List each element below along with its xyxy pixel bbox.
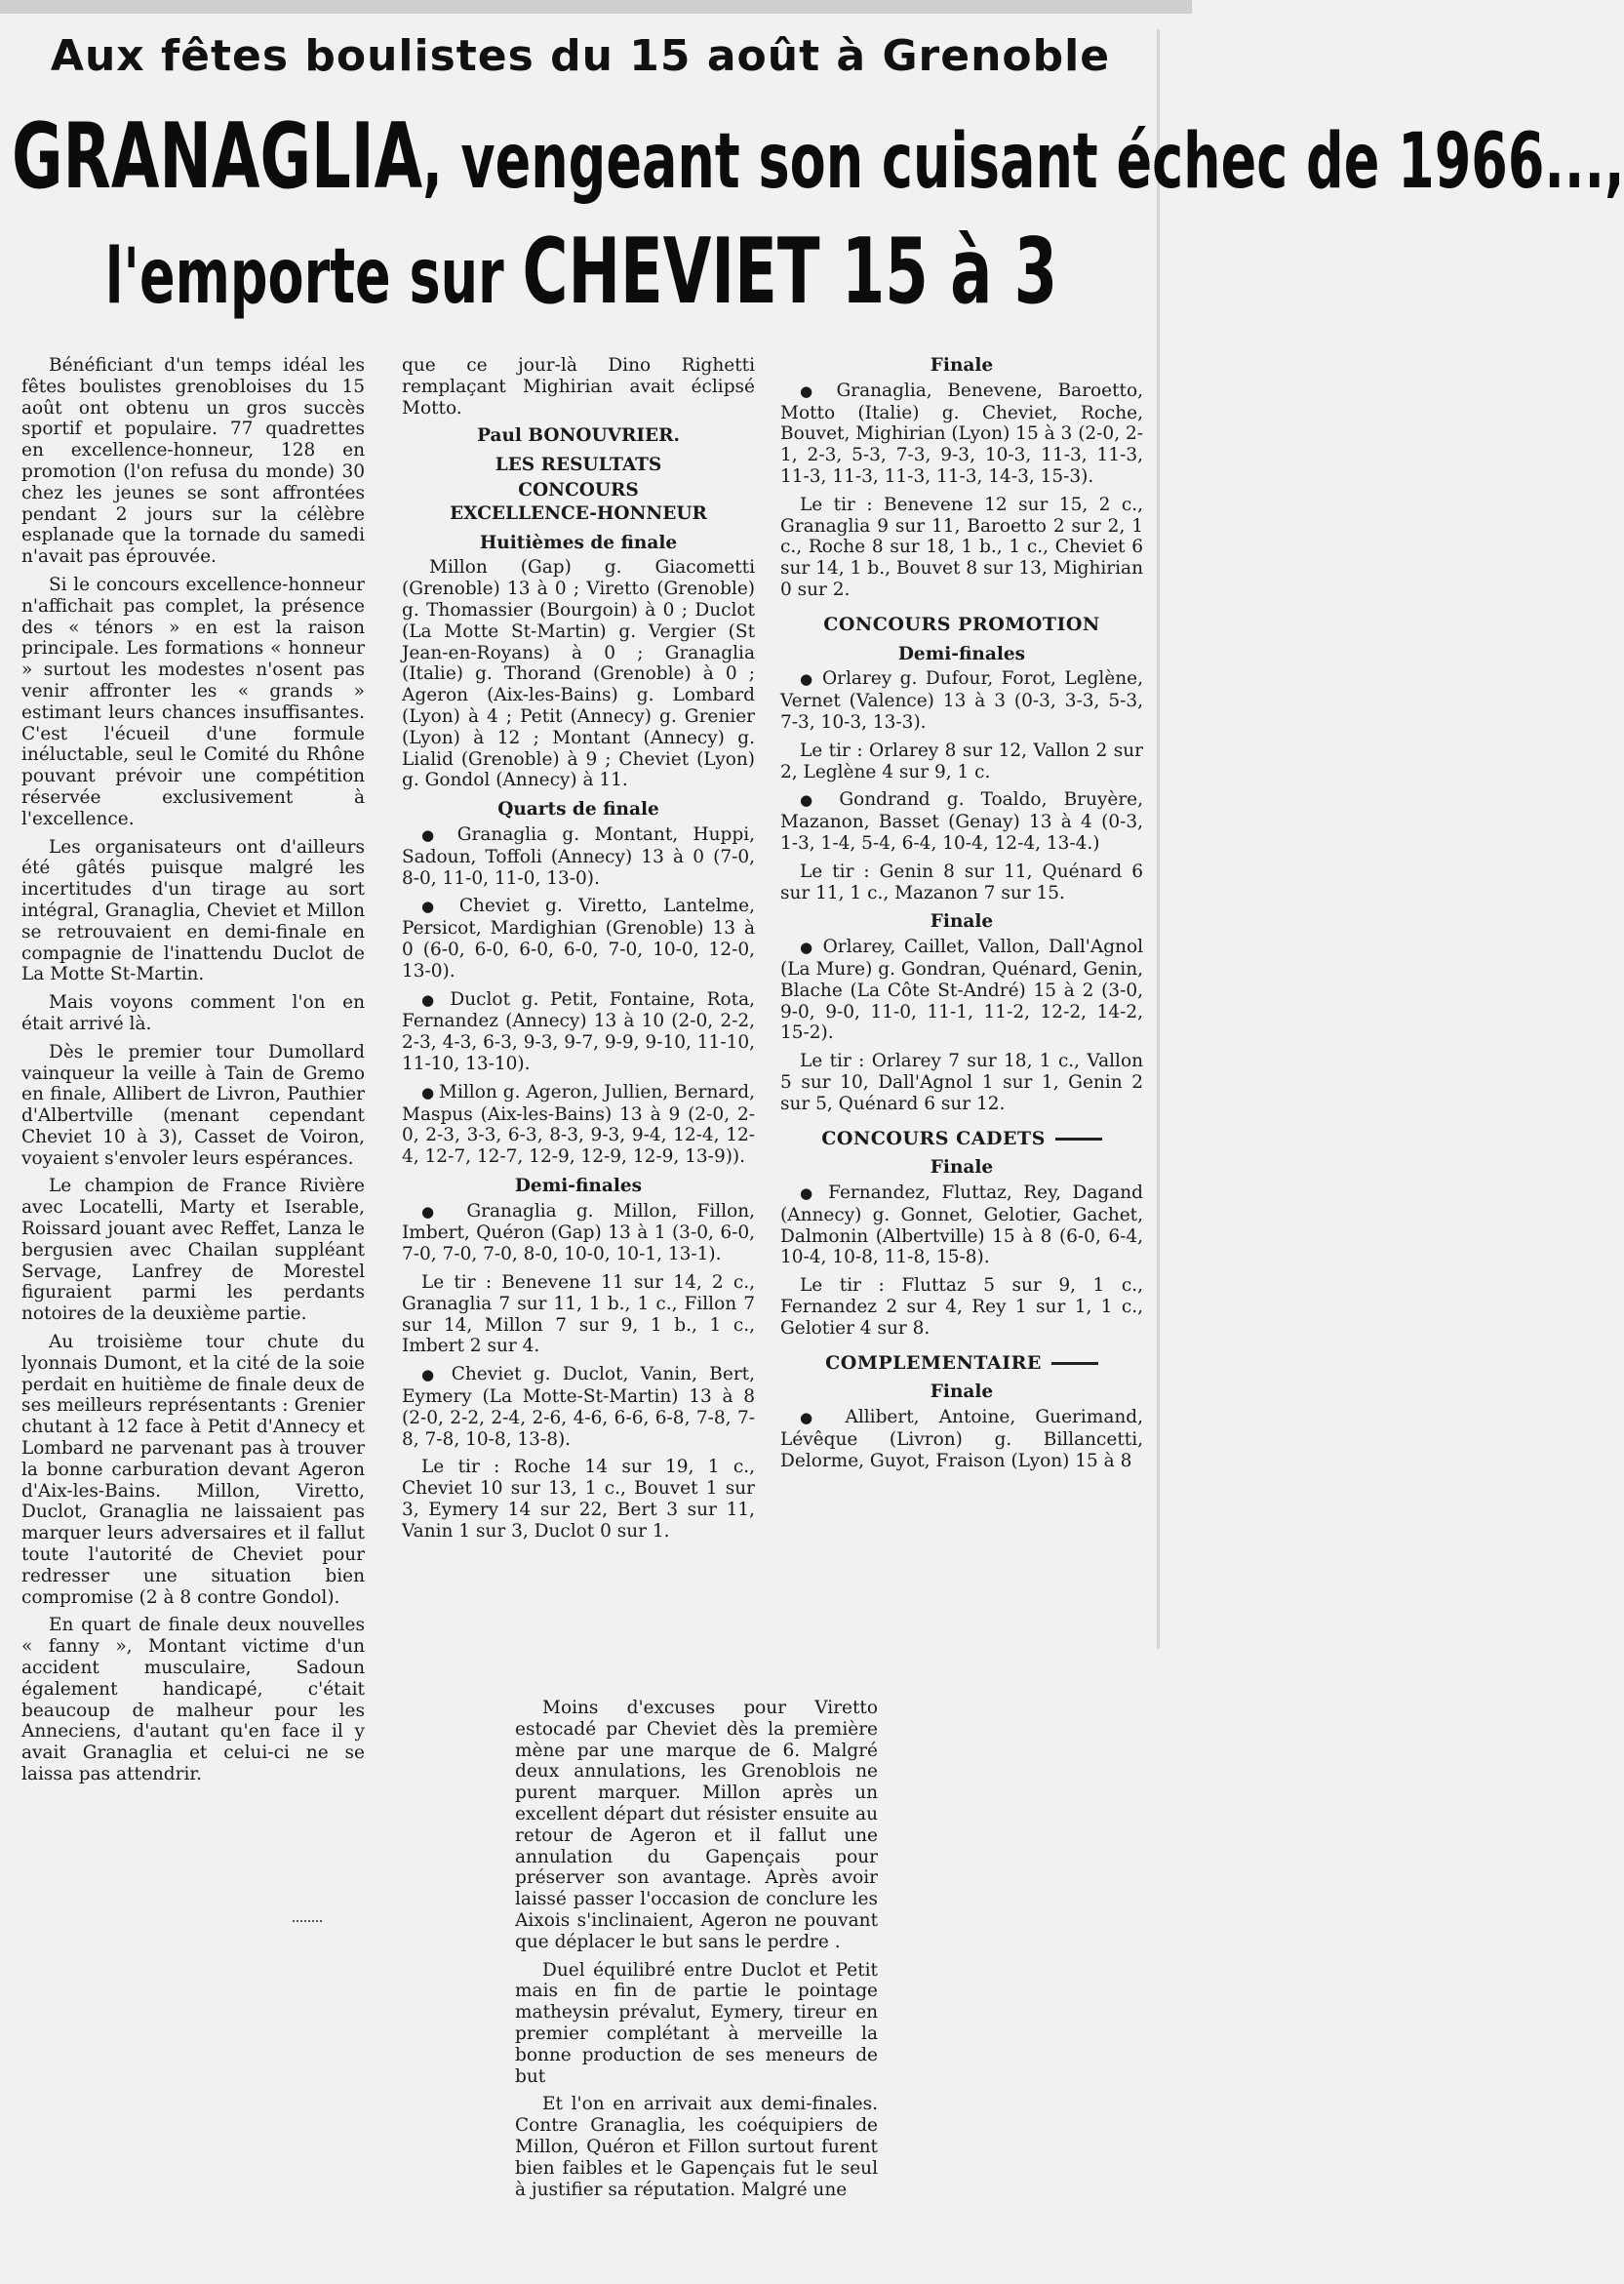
round-heading: Demi-finales <box>514 1175 643 1196</box>
bullet-icon: ● <box>800 1184 829 1203</box>
article-column-4 <box>515 1698 878 2283</box>
main-headline <box>12 104 1624 211</box>
paragraph: Duel équilibré entre Duclot et Petit mais en fin de partie le pointage matheysin prévalut, Eymery, tireur en premier complétant à merveille la bonne production de ses meneurs de but <box>515 1959 878 2087</box>
result-text: ● Allibert, Antoine, Guerimand, Lévêque (Livron) g. Billancetti, Delorme, Guyot, Fraison (Lyon) 15 à 8 <box>780 1407 1143 1471</box>
round-heading: Finale <box>930 1157 994 1179</box>
section-heading: CONCOURS <box>518 479 639 501</box>
result-text: ● Cheviet g. Duclot, Vanin, Bert, Eymery (La Motte-St-Martin) 13 à 8 (2-0, 2-2, 2-4, 2-6, 4-6, 6-6, 6-8, 7-8, 7-8, 7-8, 10-8, 13-8). <box>402 1364 755 1450</box>
paragraph: Au troisième tour chute du lyonnais Dumont, et la cité de la soie perdait en huitième de finale deux de ses meilleurs représentants : Grenier chutant à 12 face à Petit d'Annecy et Lombard ne parvenant pas à trouver la bonne carburation devant Ageron d'Aix-les-Bains. Millon, Viretto, Duclot, Granaglia ne laissaient pas marquer leurs adversaires et il fallut toute l'autorité de Cheviet pour redresser une situation bien compromise (2 à 8 contre Gondol). <box>21 1332 365 1608</box>
headline-cheviet: CHEVIET 15 à 3 <box>522 220 1058 326</box>
article-column-1 <box>21 355 365 1926</box>
bullet-icon: ● <box>800 670 822 689</box>
paragraph: Si le concours excellence-honneur n'affichait pas complet, la présence des « ténors » en est la raison principale. Les formations « honneur » surtout les modestes n'osent pas venir affronter les « grands » estimant leurs chances insuffisantes. C'est l'écueil d'une formule inéluctable, seul le Comité du Rhône pouvant prévoir une compétition réservée exclusivement à l'excellence. <box>21 574 365 829</box>
bullet-icon: ● <box>800 1409 846 1427</box>
column-edge <box>1157 29 1160 1649</box>
shooting-stats: Le tir : Genin 8 sur 11, Quénard 6 sur 11, 1 c., Mazanon 7 sur 15. <box>780 861 1143 903</box>
paragraph: Dès le premier tour Dumollard vainqueur la veille à Tain de Gremo en finale, Allibert de Livron, Pauthier d'Albertville (menant cependant Cheviet 10 à 3), Casset de Voiron, voyaient s'envoler leurs espérances. <box>21 1041 365 1169</box>
result-text: ● Orlarey g. Dufour, Forot, Leglène, Vernet (Valence) 13 à 3 (0-3, 3-3, 5-3, 7-3, 10-3, 13-3). <box>780 668 1143 733</box>
bullet-icon: ● <box>421 990 451 1009</box>
paragraph: que ce jour-là Dino Righetti remplaçant Mighirian avait éclipsé Motto. <box>402 355 755 419</box>
top-edge <box>0 0 1192 14</box>
result-text: ● Granaglia, Benevene, Baroetto, Motto (Italie) g. Cheviet, Roche, Bouvet, Mighirian (Lyon) 15 à 3 (2-0, 2-1, 2-3, 5-3, 7-3, 9-3, 10-3, 11-3, 11-3, 11-3, 11-3, 11-3, 11-3, 14-3, 15-3). <box>780 380 1144 487</box>
section-heading: COMPLEMENTAIRE <box>780 1353 1143 1375</box>
print-mark <box>293 1920 322 1925</box>
shooting-stats: Le tir : Orlarey 8 sur 12, Vallon 2 sur 2, Leglène 4 sur 9, 1 c. <box>780 740 1143 782</box>
section-heading: EXCELLENCE-HONNEUR <box>450 502 707 524</box>
result-text: ● Orlarey, Caillet, Vallon, Dall'Agnol (La Mure) g. Gondran, Quénard, Genin, Blache (La Côte St-André) 15 à 2 (3-0, 9-0, 9-0, 11-0, 11-1, 11-2, 12-2, 14-2, 15-2). <box>780 937 1144 1044</box>
sub-headline <box>12 220 1151 326</box>
bullet-icon: ● <box>421 1366 452 1384</box>
bullet-icon: ● <box>800 791 840 810</box>
headline-emporte: l'emporte sur <box>104 231 504 321</box>
bullet-icon: ● <box>800 381 837 400</box>
shooting-stats: Le tir : Benevene 11 sur 14, 2 c., Granaglia 7 sur 11, 1 b., 1 c., Fillon 7 sur 14, Millon 7 sur 9, 1 b., 1 c., Imbert 2 sur 4. <box>402 1272 755 1357</box>
kicker-headline: Aux fêtes boulistes du 15 août à Grenoble <box>50 31 1111 81</box>
result-text: ● Granaglia g. Montant, Huppi, Sadoun, Toffoli (Annecy) 13 à 0 (7-0, 8-0, 11-0, 11-0, 13-0). <box>402 823 756 889</box>
paragraph: En quart de finale deux nouvelles « fanny », Montant victime d'un accident musculaire, Sadoun également handicapé, c'était beaucoup de malheur pour les Anneciens, d'autant qu'en face il y avait Granaglia et celui-ci ne se laissa pas attendrir. <box>21 1615 365 1784</box>
section-heading: CONCOURS CADETS <box>780 1129 1143 1150</box>
paragraph: Bénéficiant d'un temps idéal les fêtes boulistes grenobloises du 15 août ont obtenu un gros succès sportif et populaire. 77 quadrettes en excellence-honneur, 128 en promotion (l'on refusa du monde) 30 chez les jeunes se sont affrontées pendant 2 jours sur la célèbre esplanade que la tornade du samedi n'avait pas éprouvée. <box>21 355 365 568</box>
shooting-stats: Le tir : Roche 14 sur 19, 1 c., Cheviet 10 sur 13, 1 c., Bouvet 1 sur 3, Eymery 14 sur 22, Bert 3 sur 11, Vanin 1 sur 3, Duclot 0 sur 1. <box>402 1457 755 1542</box>
paragraph: Le champion de France Rivière avec Locatelli, Marty et Iserable, Roissard jouant avec Reffet, Lanza le bergusien avec Chailan suppléant Servage, Lanfrey de Morestel figuraient parmi les perdants notoires de la deuxième partie. <box>21 1176 365 1325</box>
shooting-stats: Le tir : Benevene 12 sur 15, 2 c., Granaglia 9 sur 11, Baroetto 2 sur 2, 1 c., Roche 8 sur 18, 1 b., 1 c., Cheviet 6 sur 14, 1 b., Bouvet 8 sur 13, Mighirian 0 sur 2. <box>780 494 1143 600</box>
round-heading: Demi-finales <box>897 643 1026 664</box>
result-text: ● Granaglia g. Millon, Fillon, Imbert, Quéron (Gap) 13 à 1 (3-0, 6-0, 7-0, 7-0, 7-0, 8-0, 10-0, 10-1, 13-1). <box>402 1200 755 1265</box>
bullet-icon: ● <box>800 939 823 957</box>
headline-rest: , vengeant son cuisant échec de 1966..., <box>422 116 1624 206</box>
section-heading: CONCOURS PROMOTION <box>823 613 1100 635</box>
headline-granaglia: GRANAGLIA <box>12 104 423 211</box>
bullet-icon: ● <box>421 1083 440 1102</box>
shooting-stats: Le tir : Fluttaz 5 sur 9, 1 c., Fernandez 2 sur 4, Rey 1 sur 1, 1 c., Gelotier 4 sur 8. <box>780 1275 1143 1339</box>
paragraph: Et l'on en arrivait aux demi-finales. Contre Granaglia, les coéquipiers de Millon, Quéron et Fillon surtout furent bien faibles et le Gapençais fut le seul à justifier sa réputation. Malgré une <box>515 2094 878 2200</box>
article-column-2 <box>402 355 755 1668</box>
result-text: ● Gondrand g. Toaldo, Bruyère, Mazanon, Basset (Genay) 13 à 4 (0-3, 1-3, 1-4, 5-4, 6-4, 10-4, 12-4, 13-4.) <box>780 789 1143 854</box>
paragraph: Les organisateurs ont d'ailleurs été gâtés puisque malgré les incertitudes d'un tirage au sort intégral, Granaglia, Cheviet et Millon se retrouvaient en demi-finale en compagnie de l'inattendu Duclot de La Motte St-Martin. <box>21 836 365 985</box>
bullet-icon: ● <box>421 898 459 916</box>
result-text: ● Millon g. Ageron, Jullien, Bernard, Maspus (Aix-les-Bains) 13 à 9 (2-0, 2-0, 2-3, 3-3, 6-3, 8-3, 9-3, 9-4, 12-4, 12-4, 12-7, 12-7, 12-9, 12-9, 12-9, 13-9)). <box>402 1081 755 1168</box>
section-heading: LES RESULTATS <box>495 455 662 476</box>
round-heading: Finale <box>930 355 994 376</box>
result-text: ● Duclot g. Petit, Fontaine, Rota, Fernandez (Annecy) 13 à 10 (2-0, 2-2, 2-3, 4-3, 6-3, 9-3, 9-7, 9-9, 9-10, 11-10, 11-10, 13-10). <box>402 988 755 1074</box>
paragraph: Moins d'excuses pour Viretto estocadé par Cheviet dès la première mène par une marque de 6. Malgré deux annulations, les Grenoblois ne purent marquer. Millon après un excellent départ dut résister ensuite au retour de Ageron et il fallut une annulation du Gapençais pour préserver son avantage. Après avoir laissé passer l'occasion de conclure les Aixois s'inclinaient, Ageron ne pouvant que déplacer le but sans le perdre . <box>515 1698 878 1952</box>
round-heading: Finale <box>930 1382 994 1403</box>
article-column-3 <box>780 355 1143 1666</box>
bullet-icon: ● <box>421 1202 467 1221</box>
result-text: Millon (Gap) g. Giacometti (Grenoble) 13 à 0 ; Viretto (Grenoble) g. Thomassier (Bourgoin) à 0 ; Duclot (La Motte St-Martin) g. Vergier (St Jean-en-Royans) à 0 ; Granaglia (Italie) g. Thorand (Grenoble) à 0 ; Ageron (Aix-les-Bains) g. Lombard (Lyon) à 4 ; Petit (Annecy) g. Grenier (Lyon) à 12 ; Montant (Annecy) g. Lialid (Grenoble) à 9 ; Cheviet (Lyon) g. Gondol (Annecy) à 11. <box>402 557 755 791</box>
round-heading: Huitièmes de finale <box>479 532 678 553</box>
paragraph: Mais voyons comment l'on en était arrivé là. <box>21 992 365 1034</box>
author-signature: Paul BONOUVRIER. <box>477 425 680 447</box>
shooting-stats: Le tir : Orlarey 7 sur 18, 1 c., Vallon 5 sur 10, Dall'Agnol 1 sur 1, Genin 2 sur 5, Quénard 6 sur 12. <box>780 1051 1143 1114</box>
result-text: ● Cheviet g. Viretto, Lantelme, Persicot, Mardighian (Grenoble) 13 à 0 (6-0, 6-0, 6-0, 6-0, 7-0, 10-0, 12-0, 13-0). <box>402 896 756 982</box>
round-heading: Finale <box>930 911 994 933</box>
result-text: ● Fernandez, Fluttaz, Rey, Dagand (Annecy) g. Gonnet, Gelotier, Gachet, Dalmonin (Albertville) 15 à 8 (6-0, 6-4, 10-4, 10-8, 11-8, 15-8). <box>780 1182 1143 1268</box>
round-heading: Quarts de finale <box>497 799 659 821</box>
bullet-icon: ● <box>421 825 457 844</box>
